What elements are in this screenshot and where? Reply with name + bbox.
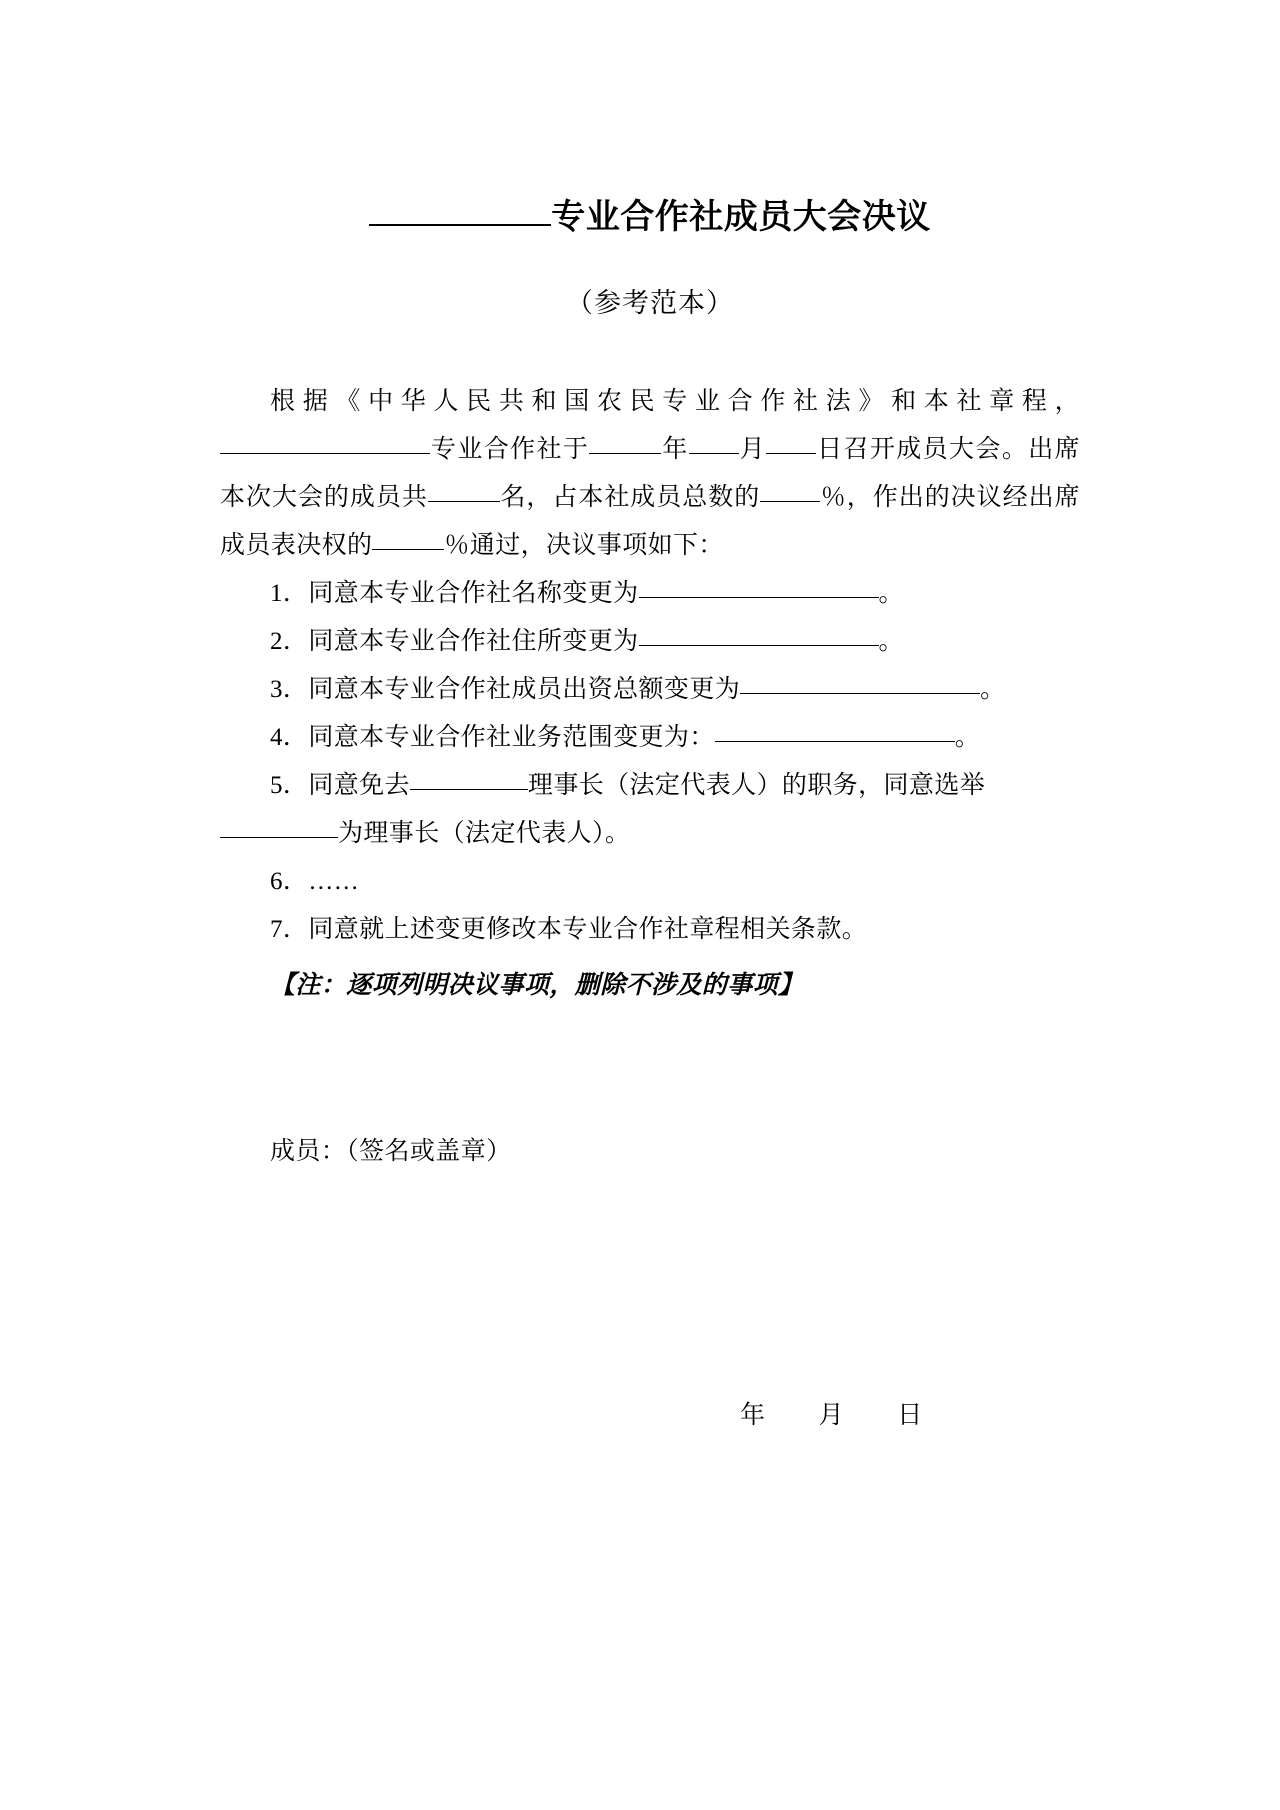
month-blank[interactable] — [689, 431, 739, 454]
item-4-number: 4． — [270, 723, 309, 751]
item-2-blank[interactable] — [639, 623, 879, 646]
subtitle-block — [220, 281, 1080, 320]
year-blank[interactable] — [589, 431, 661, 454]
item-4-suffix: 。 — [954, 723, 981, 751]
title-block — [220, 196, 1080, 239]
preamble-seg7: ％，作出的决议经出席成员表决权的 — [220, 483, 1080, 559]
item-5-text-mid: 理事长（法定代表人）的职务，同意选举 — [527, 771, 986, 799]
item-4-text: 同意本专业合作社业务范围变更为： — [308, 723, 715, 751]
item-5-elect-blank[interactable] — [220, 815, 338, 838]
item-7-number: 7． — [270, 915, 309, 943]
member-percent-blank[interactable] — [760, 479, 820, 502]
date-line: 年 月 日 — [740, 1401, 923, 1429]
page-title — [369, 196, 931, 239]
day-blank[interactable] — [766, 431, 816, 454]
item-6-number: 6． — [270, 867, 309, 895]
item-5-number: 5． — [270, 771, 309, 799]
preamble-seg5: 日召开成员大会。出席本次大会的成员共 — [220, 435, 1080, 511]
resolution-item-7 — [220, 906, 1080, 954]
document-subtitle: （参考范本） — [566, 287, 734, 318]
resolution-item-4 — [220, 714, 1080, 762]
item-3-blank[interactable] — [740, 671, 980, 694]
page-title-text: 专业合作社成员大会决议 — [551, 198, 931, 236]
resolution-item-2 — [220, 618, 1080, 666]
item-3-text: 同意本专业合作社成员出资总额变更为 — [308, 675, 741, 703]
resolution-item-3 — [220, 666, 1080, 714]
preamble-seg6: 名，占本社成员总数的 — [499, 483, 761, 511]
coop-name-blank[interactable] — [220, 431, 430, 454]
item-6-text: …… — [308, 867, 360, 895]
body-block — [220, 378, 1080, 1010]
item-5-dismiss-blank[interactable] — [410, 767, 528, 790]
item-3-suffix: 。 — [980, 675, 1006, 703]
vote-percent-blank[interactable] — [372, 527, 444, 550]
item-2-text: 同意本专业合作社住所变更为 — [308, 627, 639, 655]
item-3-number: 3． — [270, 675, 309, 703]
resolution-item-5 — [220, 762, 1080, 858]
document-content — [220, 0, 1080, 1440]
document-page — [80, 0, 1200, 1584]
preamble-seg4: 月 — [738, 435, 767, 463]
item-7-text: 同意就上述变更修改本专业合作社章程相关条款。 — [308, 915, 868, 943]
resolution-item-1 — [220, 570, 1080, 618]
preamble-seg3: 年 — [661, 435, 689, 463]
preamble-paragraph — [220, 378, 1080, 570]
item-1-text: 同意本专业合作社名称变更为 — [308, 579, 639, 607]
preamble-seg8: ％通过，决议事项如下： — [444, 531, 724, 559]
item-1-blank[interactable] — [639, 575, 879, 598]
item-1-suffix: 。 — [878, 579, 904, 607]
preamble-seg2: 专业合作社于 — [430, 435, 590, 463]
item-2-number: 2． — [270, 627, 309, 655]
member-count-blank[interactable] — [428, 479, 500, 502]
item-5-text: 同意免去 — [308, 771, 410, 799]
signature-block — [220, 1128, 1080, 1176]
resolution-item-6 — [220, 858, 1080, 906]
item-2-suffix: 。 — [878, 627, 904, 655]
item-1-number: 1． — [270, 579, 309, 607]
title-blank-field[interactable] — [369, 224, 551, 226]
preamble-seg1: 根据《中华人民共和国农民专业合作社法》和本社章程， — [270, 387, 1080, 415]
signature-label: 成员：（签名或盖章） — [270, 1137, 512, 1165]
date-block — [220, 1392, 1080, 1440]
item-5-suffix: 为理事长（法定代表人）。 — [338, 819, 631, 847]
item-4-blank[interactable] — [715, 719, 955, 742]
editorial-note: 【注：逐项列明决议事项，删除不涉及的事项】 — [270, 971, 804, 999]
